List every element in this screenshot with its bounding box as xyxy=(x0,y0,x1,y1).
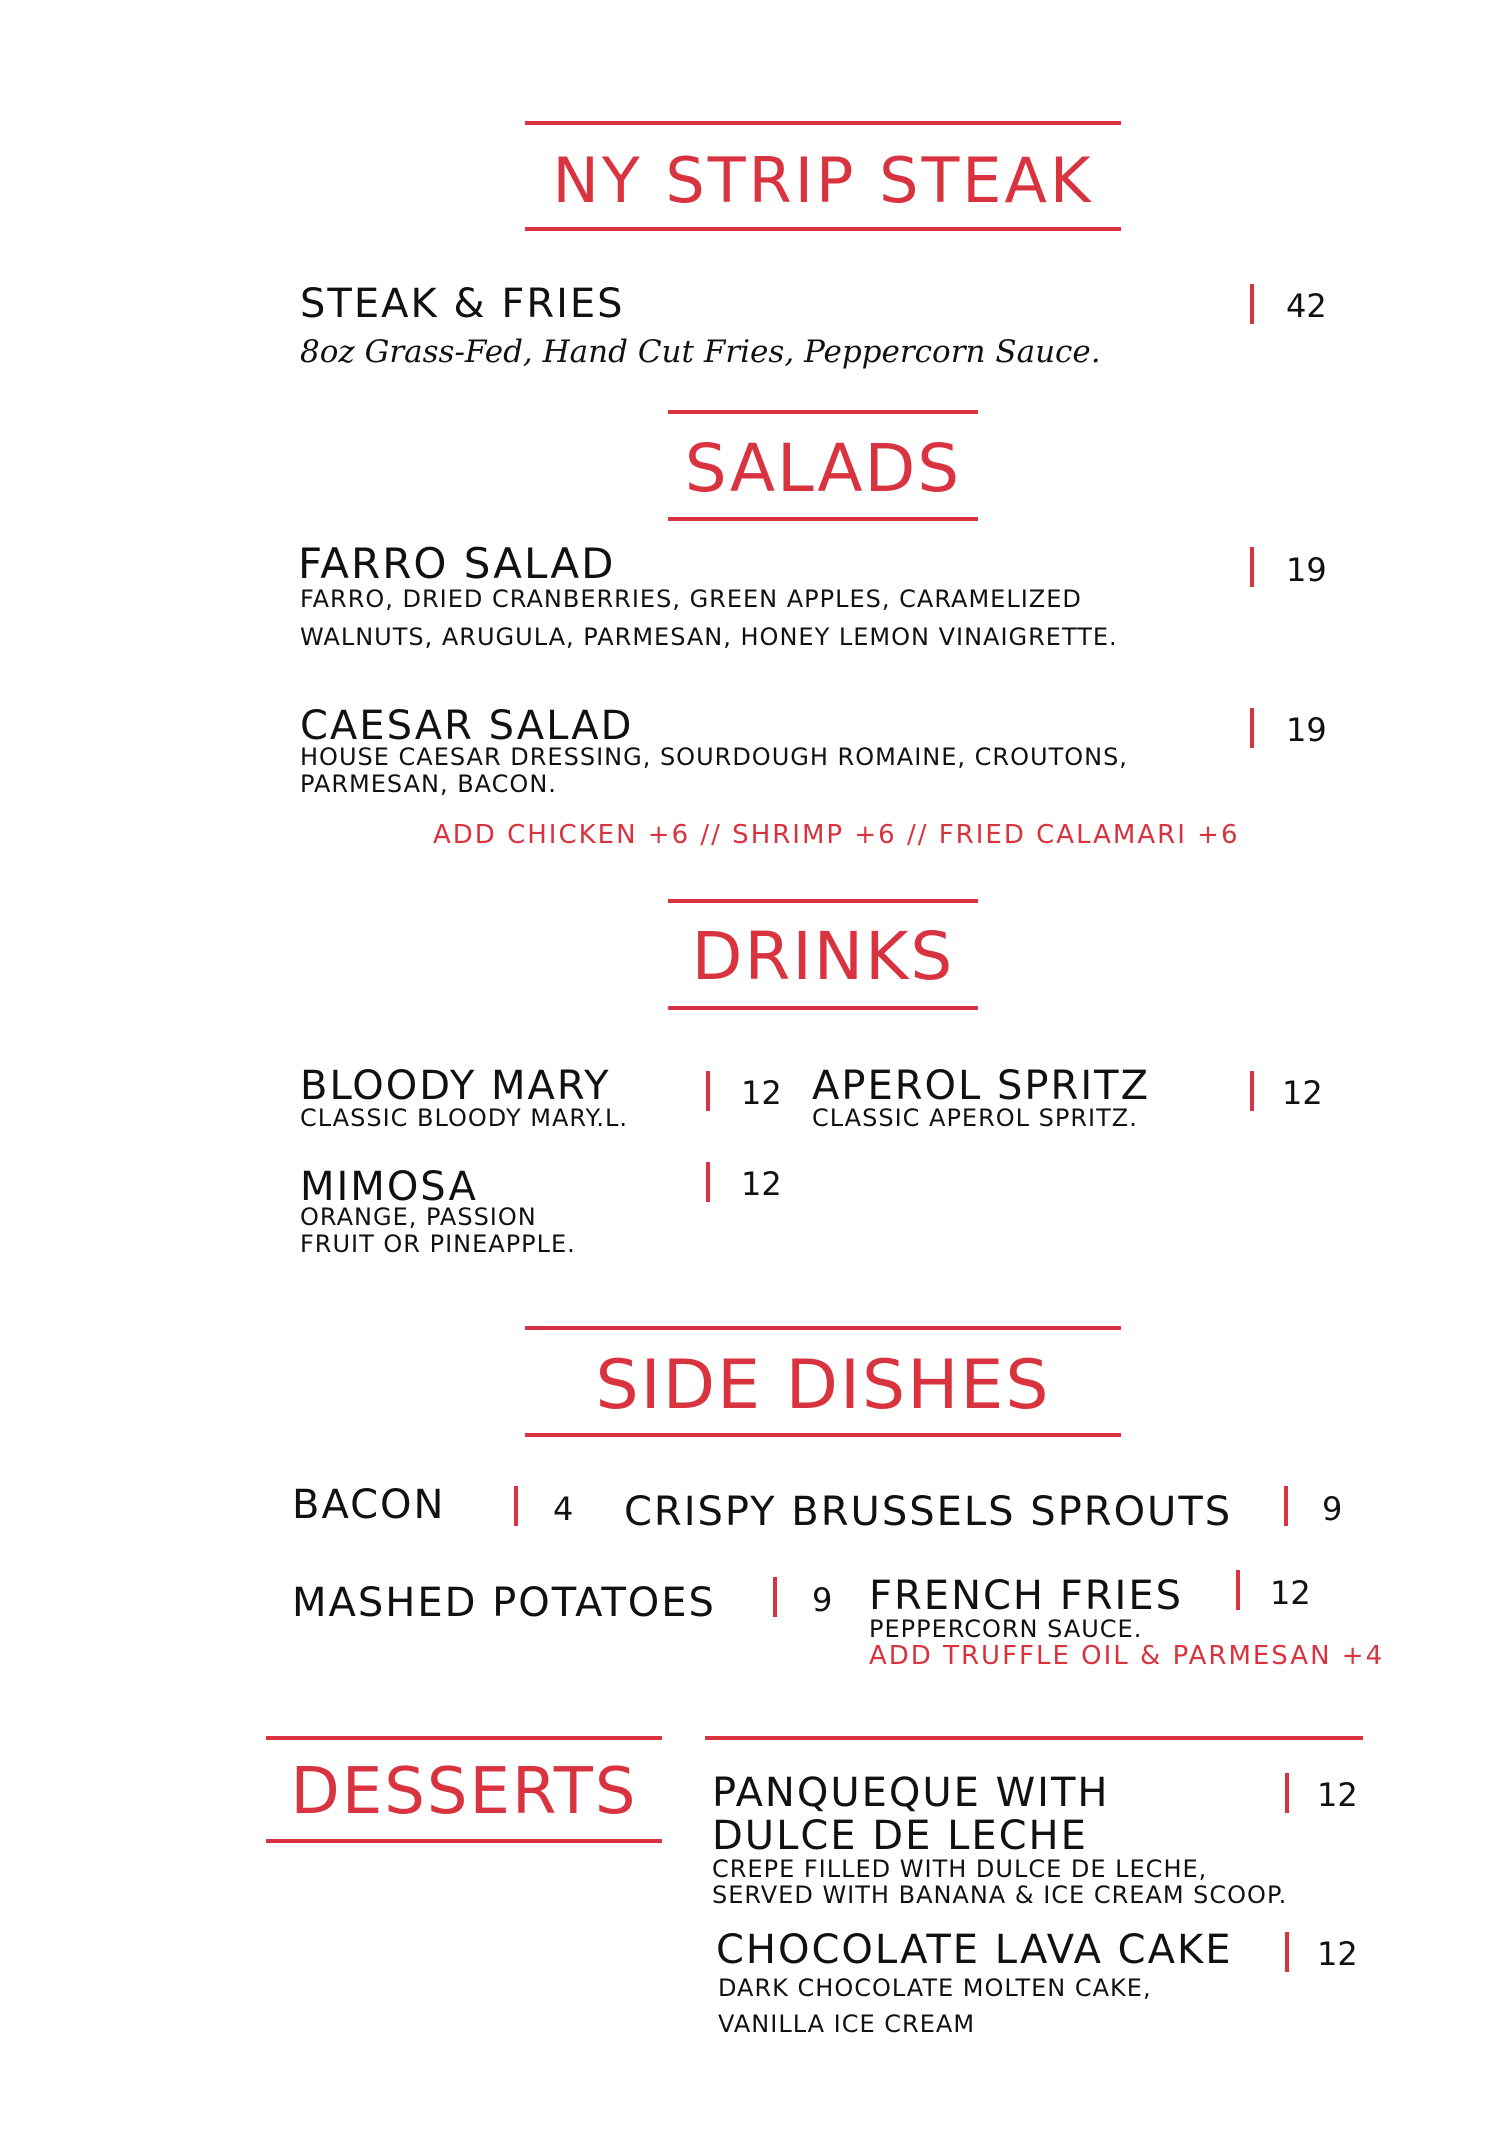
drinks-heading-rule-bottom xyxy=(668,1006,978,1010)
menu-item-bloody-mary: BLOODY MARY xyxy=(300,1063,611,1109)
menu-item-bacon: BACON xyxy=(292,1482,446,1528)
menu-item-aperol-spritz-description: CLASSIC APEROL SPRITZ. xyxy=(812,1104,1138,1132)
menu-item-steak-fries-description: 8oz Grass-Fed, Hand Cut Fries, Peppercorn Sauce. xyxy=(300,334,1101,370)
salads-heading-rule-top xyxy=(668,410,978,414)
desserts-heading: DESSERTS xyxy=(290,1755,638,1829)
price-divider xyxy=(706,1071,710,1111)
price-divider xyxy=(1250,284,1254,324)
menu-item-caesar-salad-price: 19 xyxy=(1286,711,1327,749)
menu-item-mimosa-price: 12 xyxy=(741,1165,782,1203)
sides-heading-rule-bottom xyxy=(525,1433,1121,1437)
price-divider xyxy=(706,1162,710,1202)
menu-item-farro-salad-description-line2: WALNUTS, ARUGULA, PARMESAN, HONEY LEMON VINAIGRETTE. xyxy=(300,623,1118,651)
steak-heading-rule-top xyxy=(525,121,1121,125)
menu-item-farro-salad-price: 19 xyxy=(1286,551,1327,589)
price-divider xyxy=(1236,1570,1240,1610)
menu-item-bacon-price: 4 xyxy=(553,1490,574,1528)
sides-addon-note: ADD TRUFFLE OIL & PARMESAN +4 xyxy=(869,1641,1385,1671)
sides-heading: SIDE DISHES xyxy=(595,1346,1051,1425)
menu-item-chocolate-lava-cake: CHOCOLATE LAVA CAKE xyxy=(716,1927,1233,1973)
menu-item-panqueque-price: 12 xyxy=(1317,1776,1358,1814)
menu-item-bloody-mary-price: 12 xyxy=(741,1074,782,1112)
menu-item-aperol-spritz-price: 12 xyxy=(1282,1074,1323,1112)
menu-item-caesar-salad-description-line2: PARMESAN, BACON. xyxy=(300,770,557,798)
price-divider xyxy=(1285,1932,1289,1972)
menu-item-panqueque-name-line2: DULCE DE LECHE xyxy=(712,1813,1088,1859)
desserts-heading-rule-bottom xyxy=(266,1839,662,1843)
price-divider xyxy=(514,1486,518,1526)
desserts-items-rule xyxy=(705,1736,1363,1740)
menu-item-crispy-brussels-sprouts-price: 9 xyxy=(1322,1490,1343,1528)
menu-item-mimosa-description-line2: FRUIT OR PINEAPPLE. xyxy=(300,1230,576,1258)
price-divider xyxy=(1284,1486,1288,1526)
price-divider xyxy=(1250,708,1254,748)
menu-item-steak-fries-price: 42 xyxy=(1286,287,1327,325)
menu-item-steak-fries: STEAK & FRIES xyxy=(300,281,625,327)
price-divider xyxy=(773,1577,777,1617)
menu-item-french-fries-description: PEPPERCORN SAUCE. xyxy=(869,1615,1143,1643)
steak-heading: NY STRIP STEAK xyxy=(552,144,1094,217)
menu-item-mimosa-description-line1: ORANGE, PASSION xyxy=(300,1203,537,1231)
price-divider xyxy=(1250,547,1254,587)
menu-item-bloody-mary-description: CLASSIC BLOODY MARY.L. xyxy=(300,1104,628,1132)
steak-heading-rule-bottom xyxy=(525,227,1121,231)
salads-heading: SALADS xyxy=(684,430,962,507)
menu-item-french-fries-price: 12 xyxy=(1270,1574,1311,1612)
menu-item-panqueque-description-line2: SERVED WITH BANANA & ICE CREAM SCOOP. xyxy=(712,1881,1288,1909)
drinks-heading-rule-top xyxy=(668,899,978,903)
menu-item-french-fries: FRENCH FRIES xyxy=(869,1573,1183,1619)
menu-item-farro-salad: FARRO SALAD xyxy=(298,539,616,588)
menu-item-mashed-potatoes: MASHED POTATOES xyxy=(292,1580,716,1626)
menu-item-mashed-potatoes-price: 9 xyxy=(812,1581,833,1619)
sides-heading-rule-top xyxy=(525,1326,1121,1330)
menu-item-chocolate-lava-cake-description-line1: DARK CHOCOLATE MOLTEN CAKE, xyxy=(718,1974,1152,2002)
price-divider xyxy=(1250,1071,1254,1111)
salads-addon-note: ADD CHICKEN +6 // SHRIMP +6 // FRIED CALAMARI +6 xyxy=(433,820,1240,850)
menu-item-panqueque-description-line1: CREPE FILLED WITH DULCE DE LECHE, xyxy=(712,1855,1208,1883)
menu-item-caesar-salad-description-line1: HOUSE CAESAR DRESSING, SOURDOUGH ROMAINE, CROUTONS, xyxy=(300,743,1128,771)
menu-item-chocolate-lava-cake-price: 12 xyxy=(1317,1935,1358,1973)
menu-item-crispy-brussels-sprouts: CRISPY BRUSSELS SPROUTS xyxy=(624,1489,1233,1535)
menu-item-mimosa: MIMOSA xyxy=(300,1164,478,1210)
menu-item-aperol-spritz: APEROL SPRITZ xyxy=(812,1063,1150,1109)
menu-item-caesar-salad: CAESAR SALAD xyxy=(300,703,634,749)
menu-item-chocolate-lava-cake-description-line2: VANILLA ICE CREAM xyxy=(718,2010,976,2038)
menu-item-panqueque-name-line1: PANQUEQUE WITH xyxy=(712,1770,1110,1816)
drinks-heading: DRINKS xyxy=(691,918,955,995)
menu-item-farro-salad-description-line1: FARRO, DRIED CRANBERRIES, GREEN APPLES, CARAMELIZED xyxy=(300,585,1082,613)
salads-heading-rule-bottom xyxy=(668,517,978,521)
price-divider xyxy=(1285,1773,1289,1813)
desserts-heading-rule-top xyxy=(266,1736,662,1740)
